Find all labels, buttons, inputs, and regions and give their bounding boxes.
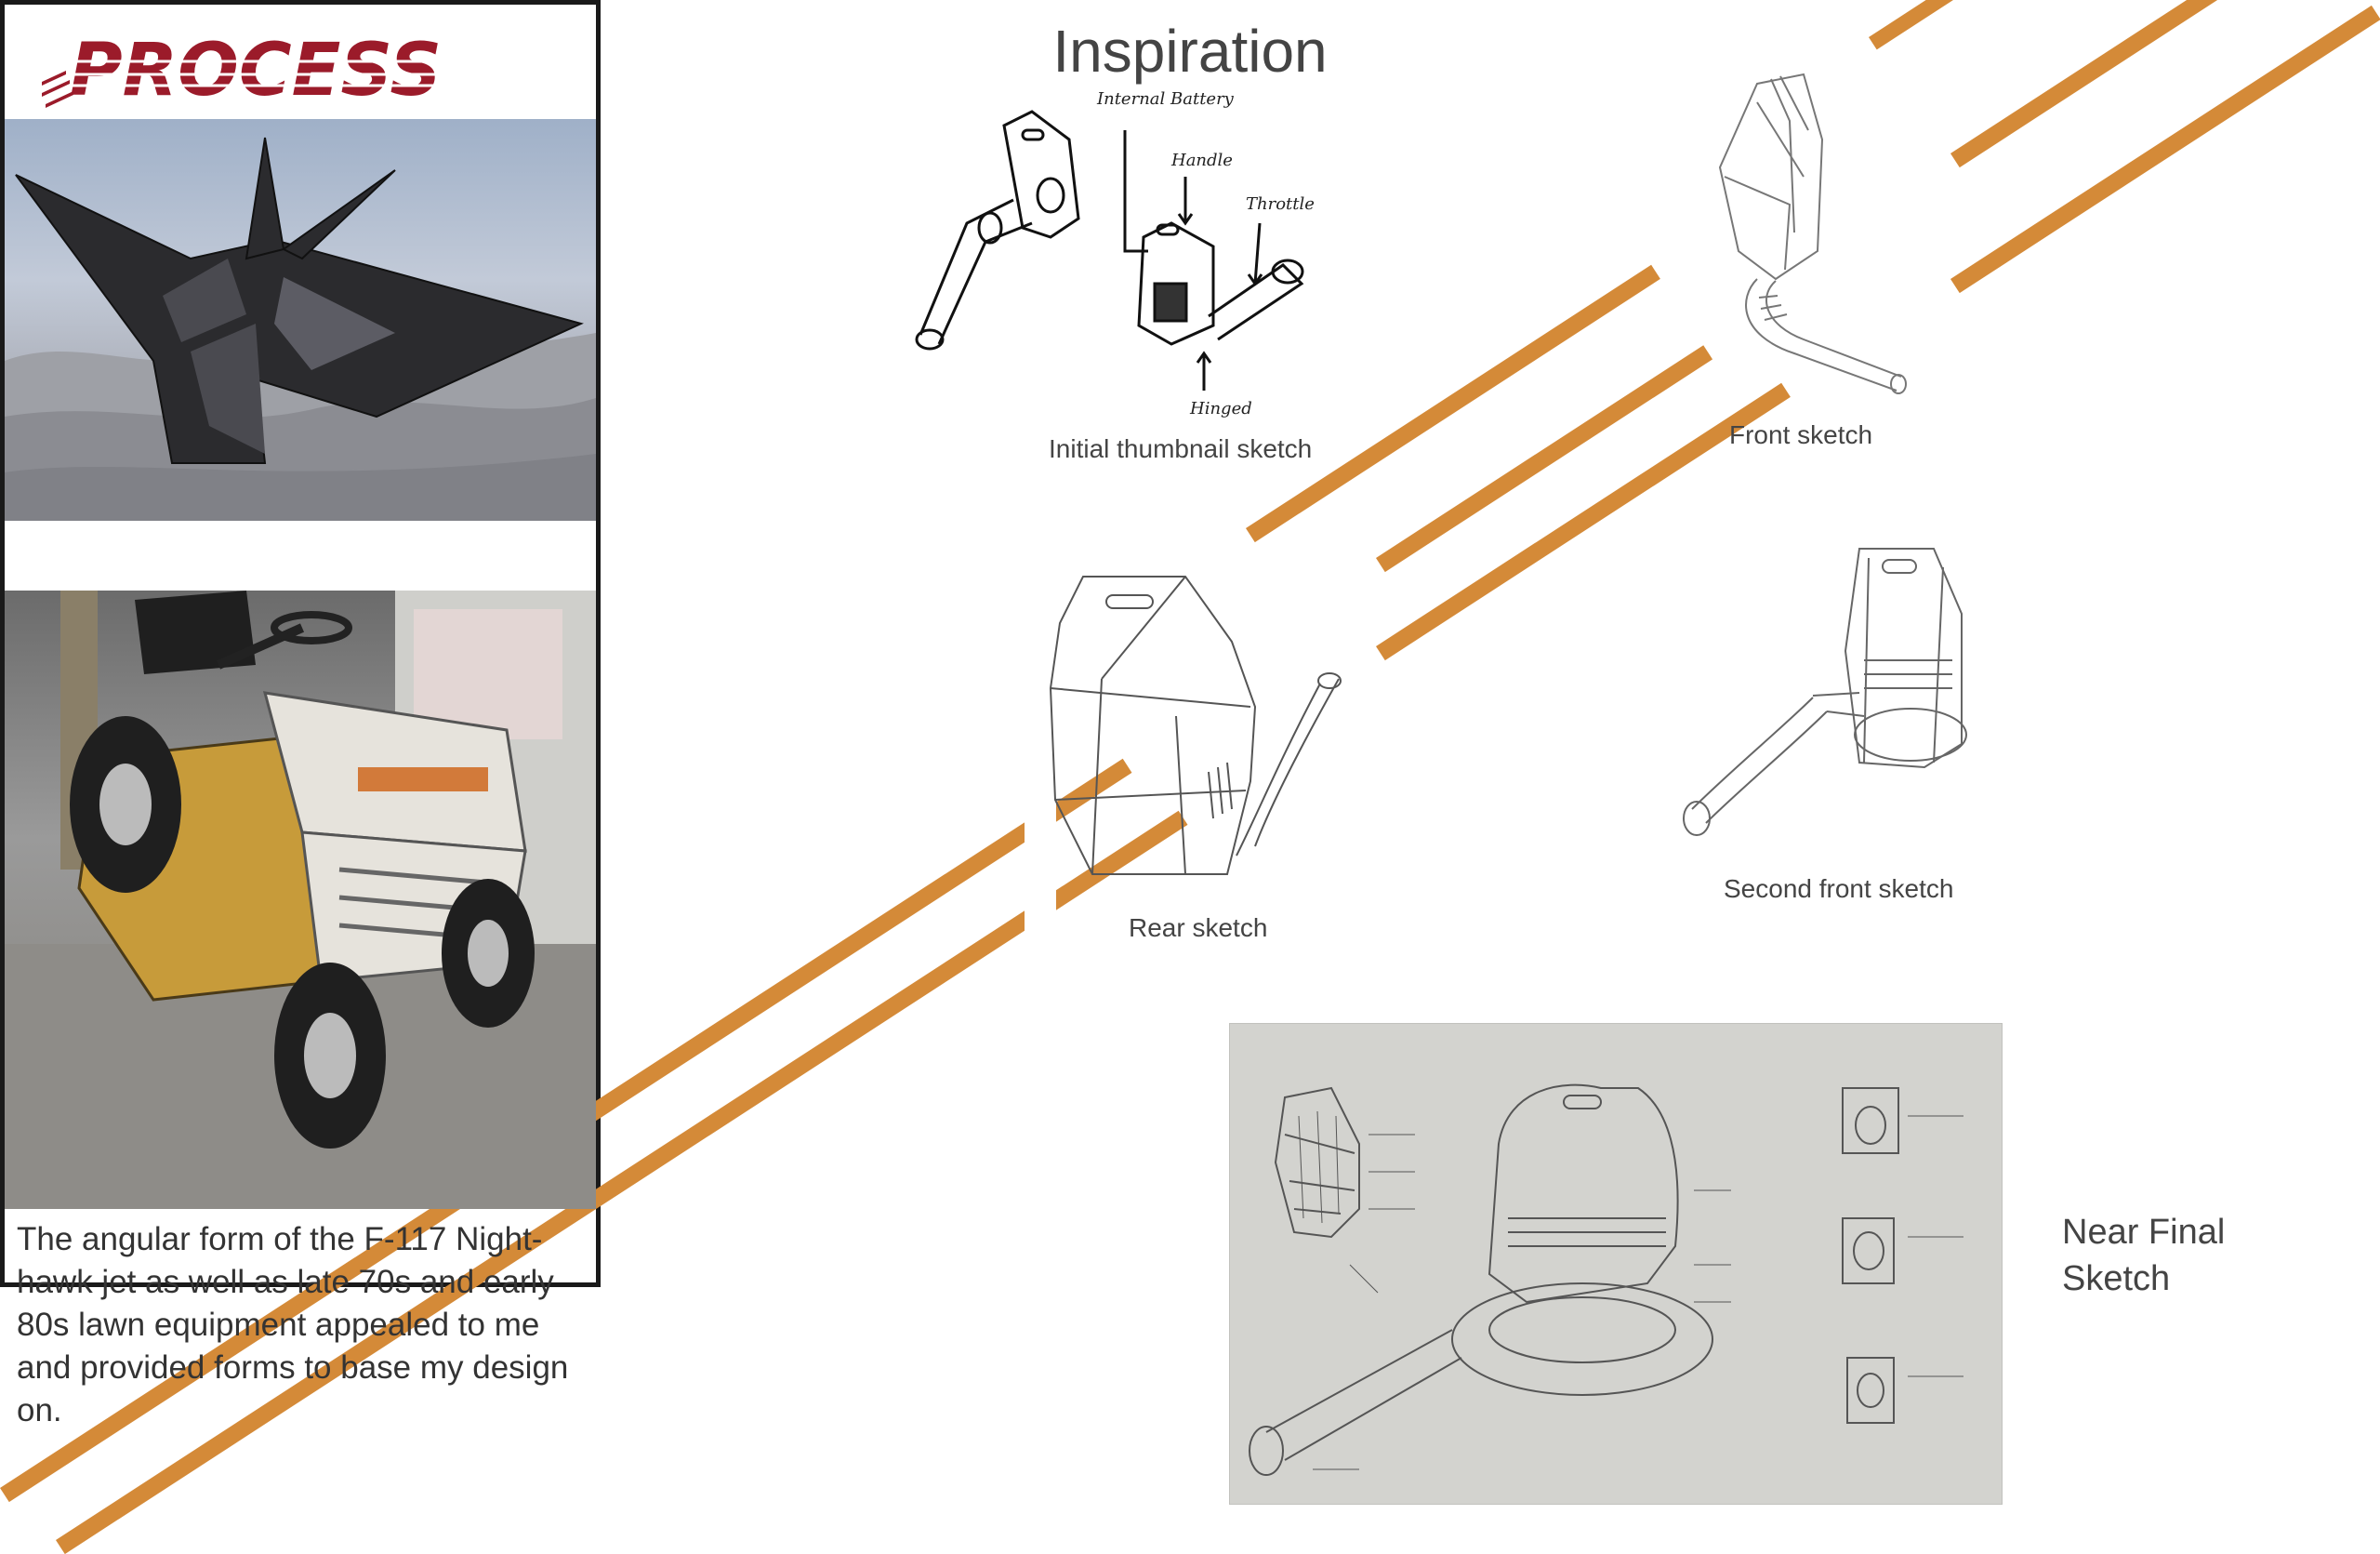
jet-photo [5,119,596,521]
second-front-sketch [1673,539,2017,856]
second-front-caption: Second front sketch [1724,874,1954,903]
note-internal-battery: Internal Battery [1097,89,1234,109]
process-title: PROCESS [70,29,442,112]
rear-caption: Rear sketch [1129,913,1268,942]
thumbnail-sketch [892,74,1339,428]
rear-sketch [1046,567,1371,883]
note-throttle: Throttle [1246,194,1315,214]
thumbnail-caption: Initial thumbnail sketch [1049,434,1313,463]
inspiration-description: The angular form of the F-117 Night-hawk jet as well as late 70s and early 80s lawn equipment appealed to me and provided forms to base my design on. [17,1221,569,1428]
front-caption: Front sketch [1729,420,1873,449]
front-sketch [1701,65,1924,400]
note-hinged: Hinged [1190,399,1252,418]
near-final-caption: Near Final Sketch [2062,1213,2226,1298]
inspiration-heading: Inspiration [1052,18,1328,85]
tractor-photo [5,591,596,1209]
note-handle: Handle [1171,151,1233,170]
near-final-sketch [1229,1023,2003,1505]
